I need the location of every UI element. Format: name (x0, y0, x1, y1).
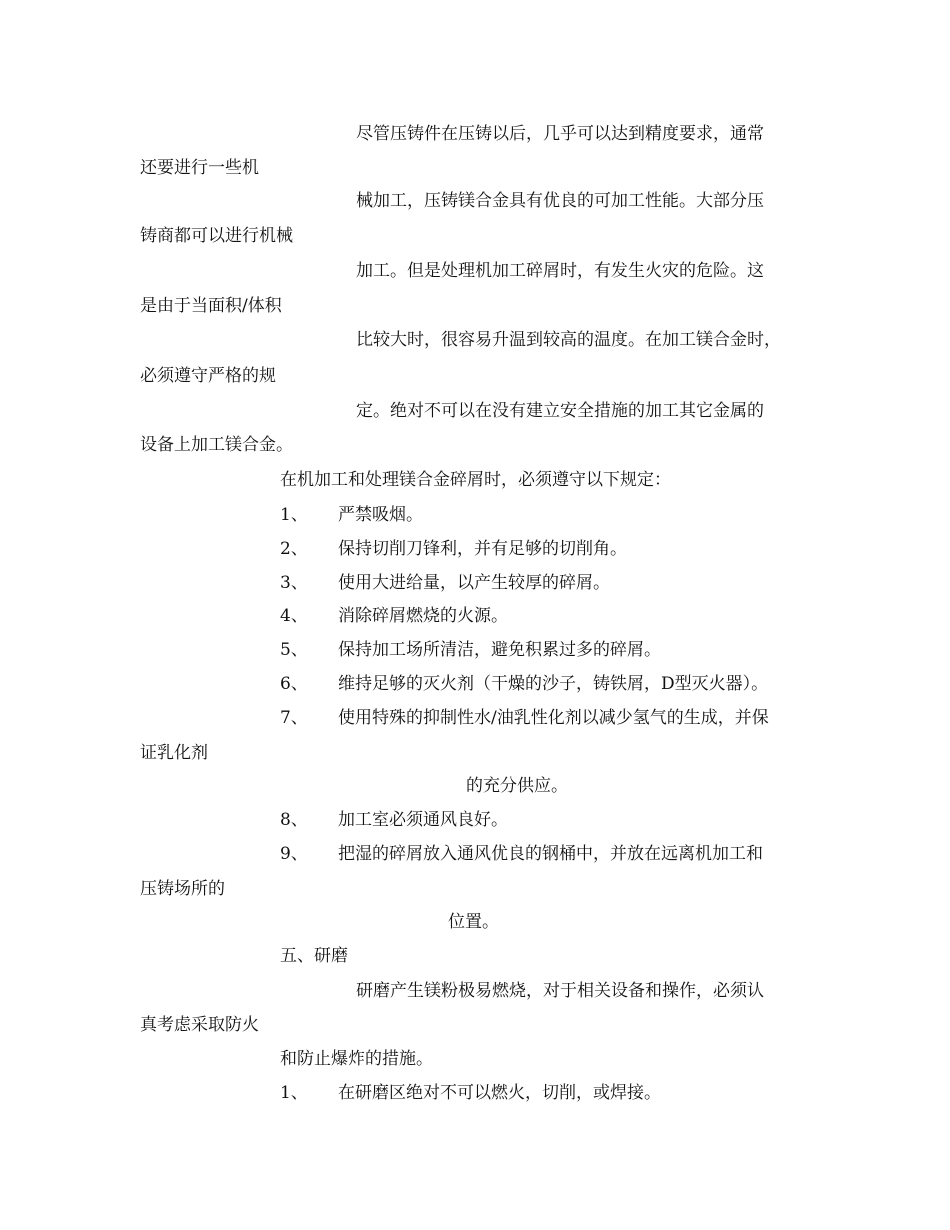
list-item-continuation: 位置。 (448, 912, 499, 932)
list-text: 加工室必须通风良好。 (338, 810, 508, 830)
paragraph-line: 研磨产生镁粉极易燃烧，对于相关设备和操作，必须认 (356, 981, 764, 1001)
paragraph-line: 比较大时，很容易升温到较高的温度。在加工镁合金时， (356, 330, 781, 350)
list-number: 4、 (280, 606, 308, 626)
paragraph-line: 必须遵守严格的规 (140, 366, 276, 386)
list-number: 8、 (280, 810, 308, 830)
list-number: 1、 (280, 1083, 308, 1103)
paragraph-line: 是由于当面积/体积 (140, 296, 282, 316)
list-text: 严禁吸烟。 (338, 505, 423, 525)
paragraph-line: 铸商都可以进行机械 (140, 226, 293, 246)
list-item-continuation: 压铸场所的 (140, 879, 225, 899)
paragraph-line: 尽管压铸件在压铸以后，几乎可以达到精度要求，通常 (356, 124, 764, 144)
list-text: 维持足够的灭火剂（干燥的沙子，铸铁屑，D型灭火器）。 (338, 674, 769, 694)
paragraph-line: 设备上加工镁合金。 (140, 435, 293, 455)
list-text: 在研磨区绝对不可以燃火，切削，或焊接。 (338, 1083, 661, 1103)
list-number: 5、 (280, 640, 308, 660)
paragraph-line: 定。绝对不可以在没有建立安全措施的加工其它金属的 (356, 401, 764, 421)
list-text: 保持切削刀锋利，并有足够的切削角。 (338, 539, 627, 559)
list-text: 保持加工场所清洁，避免积累过多的碎屑。 (338, 640, 661, 660)
paragraph-line: 加工。但是处理机加工碎屑时，有发生火灾的危险。这 (356, 261, 764, 281)
list-number: 6、 (280, 674, 308, 694)
list-number: 1、 (280, 505, 308, 525)
rules-intro: 在机加工和处理镁合金碎屑时，必须遵守以下规定： (280, 470, 671, 490)
list-item-continuation: 证乳化剂 (140, 743, 208, 763)
list-text: 使用大进给量，以产生较厚的碎屑。 (338, 573, 610, 593)
paragraph-line: 还要进行一些机 (140, 158, 259, 178)
list-number: 7、 (280, 708, 308, 728)
list-text: 把湿的碎屑放入通风优良的钢桶中，并放在远离机加工和 (338, 844, 763, 864)
list-text: 使用特殊的抑制性水/油乳性化剂以减少氢气的生成，并保 (338, 708, 769, 728)
list-text: 消除碎屑燃烧的火源。 (338, 606, 508, 626)
list-item-continuation: 的充分供应。 (466, 776, 568, 796)
list-number: 3、 (280, 573, 308, 593)
paragraph-line: 械加工，压铸镁合金具有优良的可加工性能。大部分压 (356, 191, 764, 211)
paragraph-line: 真考虑采取防火 (140, 1015, 259, 1035)
paragraph-line: 和防止爆炸的措施。 (280, 1049, 433, 1069)
list-number: 9、 (280, 844, 308, 864)
section-heading: 五、研磨 (280, 946, 348, 966)
list-number: 2、 (280, 539, 308, 559)
